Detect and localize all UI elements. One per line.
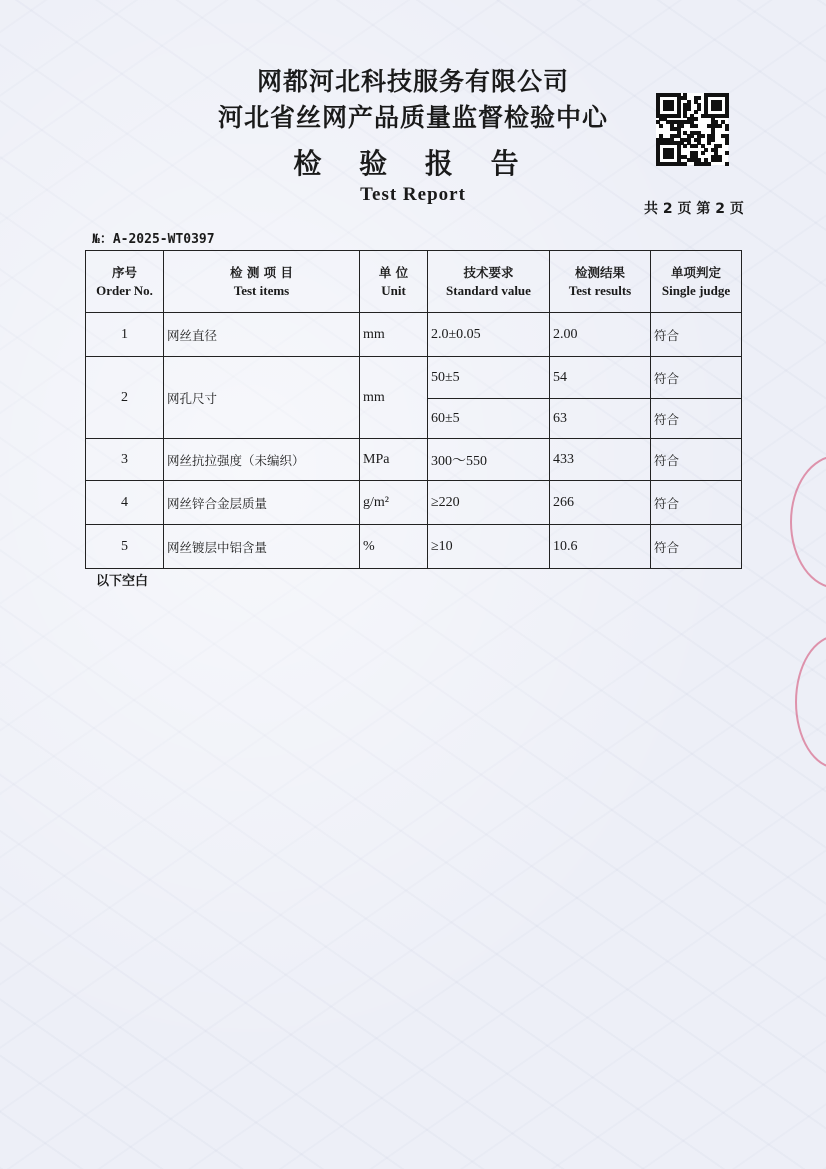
cell-standard: 50±5 [428,357,550,399]
cell-judge: 符合 [651,313,742,357]
qr-module [725,114,729,118]
cell-no: 5 [86,525,164,569]
cell-standard: 60±5 [428,399,550,439]
qr-module [725,141,729,145]
cell-judge: 符合 [651,481,742,525]
header-single-judge: 单项判定 Single judge [651,251,742,313]
qr-module [725,127,729,131]
qr-module [677,114,681,118]
header-standard-value: 技术要求 Standard value [428,251,550,313]
cell-no: 1 [86,313,164,357]
qr-module [701,134,705,138]
table-row [86,439,742,481]
cell-unit: mm [360,313,428,357]
qr-module [697,107,701,111]
qr-module [718,158,722,162]
cell-standard: ≥220 [428,481,550,525]
cell-standard: 300～550 [428,439,550,481]
table-row [86,357,742,399]
qr-module [707,141,711,145]
table-row [86,481,742,525]
report-title-cn: 检 验 报 告 [293,147,533,180]
cell-item: 网丝锌合金层质量 [164,481,360,525]
cell-result: 54 [550,357,651,399]
cell-no: 4 [86,481,164,525]
qr-module [704,148,708,152]
cell-judge: 符合 [651,525,742,569]
qr-module [694,124,698,128]
header-unit: 单 位 Unit [360,251,428,313]
cell-judge: 符合 [651,399,742,439]
cell-item: 网丝直径 [164,313,360,357]
cell-result: 63 [550,399,651,439]
qr-module [718,144,722,148]
qr-module [694,117,698,121]
cell-item: 网丝抗拉强度（未编织） [164,439,360,481]
qr-code-icon[interactable] [656,93,728,165]
page-info: 共 2 页 第 2 页 [644,201,744,217]
qr-module [701,151,705,155]
cell-unit: g/m² [360,481,428,525]
qr-module [670,107,674,111]
qr-module [711,138,715,142]
qr-module [694,144,698,148]
qr-module [683,144,687,148]
report-title-en: Test Report [360,184,466,205]
cell-judge: 符合 [651,439,742,481]
cell-result: 2.00 [550,313,651,357]
inspection-center-name: 河北省丝网产品质量监督检验中心 [217,103,608,132]
qr-module [725,151,729,155]
header-test-items: 检 测 项 目 Test items [164,251,360,313]
cell-result: 266 [550,481,651,525]
cell-item: 网丝镀层中铝含量 [164,525,360,569]
qr-module [680,124,684,128]
cell-result: 433 [550,439,651,481]
cell-unit: MPa [360,439,428,481]
header-order-no: 序号 Order No. [86,251,164,313]
report-number: №：A-2025-WT0397 [92,232,215,247]
qr-module [697,96,701,100]
cell-unit: % [360,525,428,569]
qr-module [694,110,698,114]
qr-module [707,162,711,166]
cell-standard: 2.0±0.05 [428,313,550,357]
cell-no: 3 [86,439,164,481]
header-test-results: 检测结果 Test results [550,251,651,313]
qr-module [683,162,687,166]
cell-unit: mm [360,357,428,439]
company-name: 网都河北科技服务有限公司 [256,67,569,96]
blank-below-note: 以下空白 [96,574,149,589]
cell-no: 2 [86,357,164,439]
qr-module [687,107,691,111]
cell-result: 10.6 [550,525,651,569]
cell-standard: ≥10 [428,525,550,569]
cell-judge: 符合 [651,357,742,399]
table-row [86,525,742,569]
cell-item: 网孔尺寸 [164,357,360,439]
qr-module [718,107,722,111]
qr-module [659,124,663,128]
table-row [86,313,742,357]
qr-module [725,162,729,166]
table-header-row [86,251,742,313]
qr-module [670,155,674,159]
qr-module [718,124,722,128]
test-results-table [85,250,742,569]
